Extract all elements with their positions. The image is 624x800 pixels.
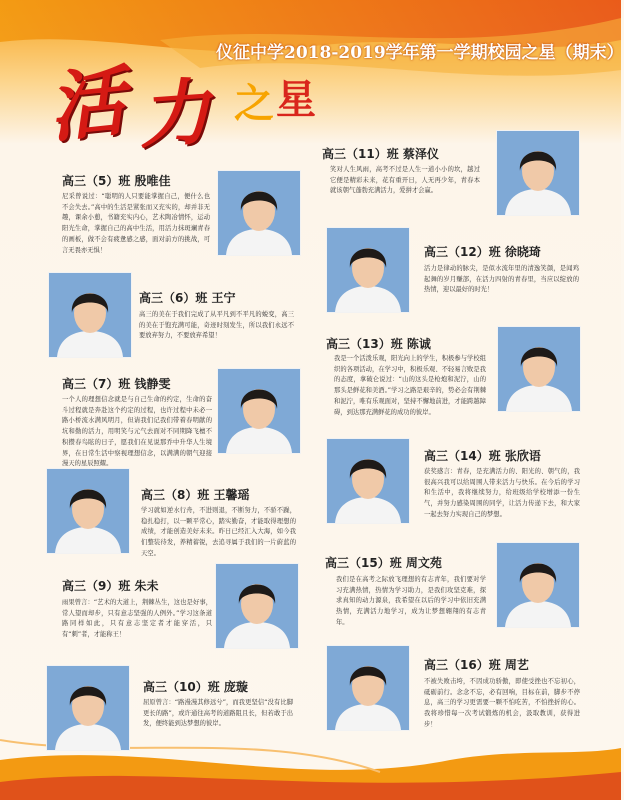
student-name: 高三（15）班 周文苑 bbox=[325, 556, 442, 570]
student-photo bbox=[326, 227, 410, 313]
student-photo bbox=[496, 542, 580, 628]
student-photo bbox=[326, 438, 410, 524]
student-statement: 我们是在高考之际放飞理想的有志青年，我们要对学习充满热情，热情为学习助力，是我们攻坚克难，探求真知的动力源泉，我希望在以后的学习中依旧充满热情，充满活力地学习，成为让梦想翱翔的有志青年。 bbox=[336, 576, 486, 626]
student-statement: 获奖感言：青春，是充满活力的、阳光的、朝气的，我很高兴我可以给周围人带来活力与快乐。在今后的学习和生活中，我将继续努力，给班级给学校增添一份生气，并努力感染周围的同学，让活力传递下去，和大家一起去努力实现自己的梦想。 bbox=[424, 468, 580, 518]
student-name: 高三（11）班 蔡泽仪 bbox=[322, 147, 439, 161]
headline-char-3: 之 bbox=[234, 80, 274, 127]
headline-char-4: 星 bbox=[276, 76, 316, 123]
student-name: 高三（6）班 王宁 bbox=[139, 291, 236, 305]
headline-char-1: 活 bbox=[44, 56, 130, 153]
student-statement: 尼采曾说过：“聪明的人只要能掌握自己，便什么也不会失去。”高中的生活是紧张而又充实的，却并非无趣，课余小憩，书籍充实内心，艺术陶冶情怀，运动阳光生命，掌握自己的高中生活，用活力抹斑斓青春的画板，做不会有疲惫感之感，面对前方的挑战，可言无畏亦无惧！ bbox=[62, 193, 210, 254]
student-name: 高三（14）班 张欣语 bbox=[424, 449, 541, 463]
student-name: 高三（9）班 朱未 bbox=[62, 579, 159, 593]
student-statement: 一个人的理想信念就是与自己生命的约定，生命的奋斗过程就是奔赴这个约定的过程，也许过程中未必一路小桥流水满风明月，但请我们记我们带着春明献的坑和勤的活力，用明笑与元气去面对不同期降飞檀不积攒春鸟眩的日子，愿我们在见说那乔中升华人生境界，在日常生活中察视理想信念，以满满的朝气迎接漫天的星辰照耀。 bbox=[62, 396, 212, 468]
student-photo bbox=[215, 563, 299, 649]
student-statement: 不被失败击垮，不因成功骄傲，即使受挫也不忘初心，砥砺前行。念念不忘，必有回响，目标在前，脚步不停息，高三的学习更需要一颗不怕吃苦，不怕挫折的心。我将珍惜每一次考试锻炼的机会，汲取教训，获得进步！ bbox=[424, 678, 580, 728]
student-name: 高三（16）班 周艺 bbox=[424, 658, 529, 672]
student-photo bbox=[497, 326, 581, 412]
student-photo bbox=[496, 130, 580, 216]
student-photo bbox=[48, 272, 132, 358]
student-name: 高三（8）班 王馨瑶 bbox=[141, 488, 250, 502]
student-statement: 我是一个活泼乐观，阳光向上的学生，积极参与学校组织的各项活动，在学习中，积极乐观、不轻易言败是我的态度，拿破仑说过：“山的这头是枪炮和泥泞，山的那头是鲜花和美酒。”学习之路是艰辛的，势必会有荆棘和泥泞，唯有乐观面对，坚持不懈地前进，才能跨越障碍，到达那充满鲜花的成功的彼岸。 bbox=[334, 355, 486, 416]
student-statement: 雨果曾言：“艺术的大道上，荆棘丛生，这也是好事，常人望而却步，只有意志坚强的人例外。”学习这条道路同样如此，只有意志坚定者才能穿活，只有“刺”者，才能称王！ bbox=[62, 599, 212, 639]
student-statement: 活力是律动的脉尖，是似水流年里的清逸笑颜，是闻鸡起舞的岁月赚部，在活力四射的青春里，当应以绽放的热情，迎以最好的时光！ bbox=[424, 265, 579, 294]
headline-char-2: 力 bbox=[135, 68, 214, 159]
student-name: 高三（10）班 庞璇 bbox=[143, 680, 248, 694]
student-name: 高三（13）班 陈诚 bbox=[326, 337, 431, 351]
student-statement: 笑对人生风雨，高考不过是人生一道小小的坎，越过它便是精彩未来，花有重开日，人无再少年，青春本就该朝气蓬勃充满活力，爱拼才会赢。 bbox=[330, 166, 480, 195]
student-statement: 屈原曾言：“路漫漫其修远兮”，而我更坚信“没有比脚更长的路”，或许通往高考的道路阻且长，但若敢于出发，便终能到达梦想的彼岸。 bbox=[143, 699, 293, 728]
student-photo bbox=[217, 170, 301, 256]
student-photo bbox=[326, 645, 410, 731]
student-photo bbox=[46, 665, 130, 751]
student-statement: 学习就如逆水行舟，不进则退，不断努力，不骄不躁，稳扎稳打，以一颗平常心，踏实勤奋，才能取得理想的成绩，才能创造美好未来。昨日已经汇入大海，如今我们整装待发，养精蓄锐，去追寻属于我们的一片蔚蓝的天空。 bbox=[141, 507, 296, 557]
student-name: 高三（7）班 钱静雯 bbox=[62, 377, 171, 391]
student-photo bbox=[217, 368, 301, 454]
student-name: 高三（5）班 殷唯佳 bbox=[62, 174, 171, 188]
student-statement: 高三的美在于我们完成了从平凡到不平凡的蜕变，高三的美在于饱充满可能，奇迹时刻发生，所以我们永远不要放弃努力，不要放弃希望！ bbox=[139, 311, 294, 340]
poster-title: 仪征中学2018-2019学年第一学期校园之星（期末） bbox=[216, 43, 624, 63]
student-name: 高三（12）班 徐晓琦 bbox=[424, 245, 541, 259]
student-photo bbox=[46, 468, 130, 554]
